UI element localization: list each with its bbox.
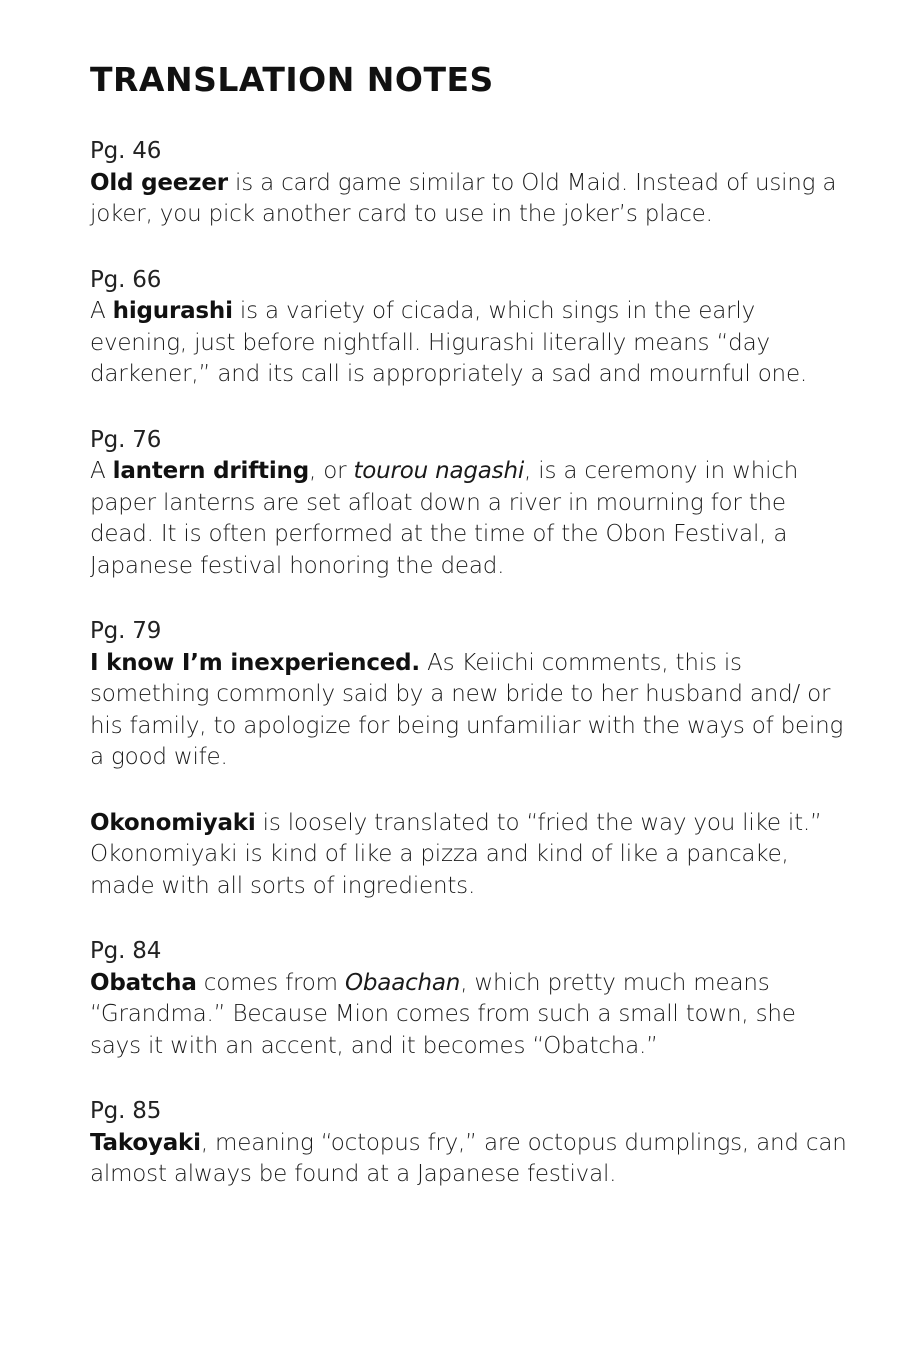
note-body (90, 808, 850, 903)
note-body (90, 296, 850, 391)
note-term: lantern drifting (112, 458, 309, 484)
page-reference: Pg. 66 (90, 266, 162, 293)
note-mid: comes from (196, 969, 345, 996)
page-title: TRANSLATION NOTES (90, 60, 494, 99)
note-pg-46 (90, 136, 850, 231)
page-reference: Pg. 84 (90, 938, 162, 964)
page-reference: Pg. 79 (90, 618, 162, 644)
translation-notes-page (90, 58, 850, 1225)
note-pg-85 (90, 1096, 850, 1191)
note-term: Obatcha (90, 969, 197, 996)
note-pg-84 (90, 936, 850, 1062)
note-text: is loosely translated to “fried the way you like it.” Okonomiyaki is kind of like a pizza and kind of like a pancake, made with all sorts of ingredients. (90, 809, 822, 899)
page-reference: Pg. 46 (90, 138, 162, 164)
page-reference: Pg. 76 (90, 426, 162, 453)
note-body (90, 1128, 850, 1191)
note-text: As Keiichi comments, this is something commonly said by a new bride to her husband and/ or his family, to apologize for being unfamiliar with the ways of being a good wife. (90, 649, 844, 770)
note-term: Takoyaki (90, 1129, 201, 1156)
note-text: , which pretty much means “Grandma.” Because Mion comes from such a small town, she says it with an accent, and it becomes “Obatcha.” (90, 969, 796, 1059)
note-body (90, 648, 850, 774)
note-body (90, 168, 850, 231)
note-term: higurashi (112, 298, 233, 324)
note-mid: , or (308, 458, 354, 484)
note-term: Old geezer (90, 169, 228, 196)
note-text: , is a ceremony in which paper lanterns are set afloat down a river in mourning for the dead. It is often performed at the time of the Obon Festival, a Japanese festival honoring the dead. (90, 458, 799, 579)
note-text: is a card game similar to Old Maid. Instead of using a joker, you pick another card to use in the joker’s place. (90, 169, 837, 227)
note-term: I know I’m inexperienced. (90, 649, 420, 676)
note-prefix: A (90, 298, 113, 324)
note-body (90, 456, 850, 582)
note-italic: Obaachan (345, 969, 461, 996)
note-term: Okonomiyaki (90, 809, 256, 836)
page-reference: Pg. 85 (90, 1098, 162, 1124)
note-prefix: A (90, 458, 113, 484)
note-text: is a variety of cicada, which sings in the early evening, just before nightfall. Higurashi literally means “day darkener,” and its call is appropriately a sad and mournful one. (90, 298, 808, 387)
note-body (90, 968, 850, 1063)
note-text: , meaning “octopus fry,” are octopus dumplings, and can almost always be found at a Japanese festival. (90, 1129, 847, 1187)
note-pg-79 (90, 616, 850, 774)
note-pg-76 (90, 425, 850, 583)
note-italic: tourou nagashi (353, 458, 525, 484)
note-pg-66 (90, 265, 850, 391)
note-okonomiyaki (90, 808, 850, 903)
